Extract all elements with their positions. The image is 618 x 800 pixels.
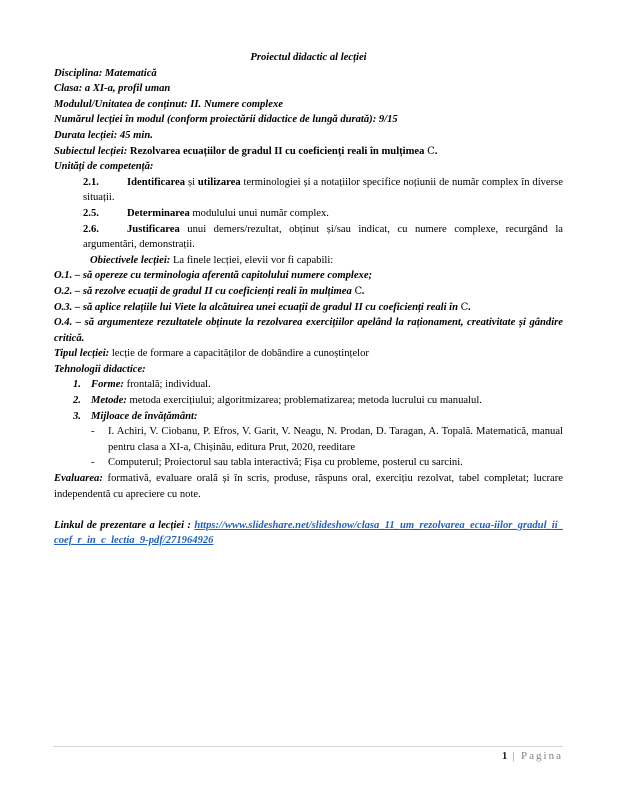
tipul-value: lecție de formare a capacităților de dobândire a cunoștințelor <box>109 348 369 360</box>
clasa-line: Clasa: a XI-a, profil uman <box>54 83 171 95</box>
tehnologii-label: Mijloace de învățământ: <box>91 410 198 422</box>
subiectul-label: Subiectul lecției: <box>54 145 128 157</box>
obiectiv-text: O.1. – să opereze cu terminologia aferentă capitolului numere complexe; <box>54 270 373 282</box>
competenta-verb: Justificarea <box>127 223 180 235</box>
tehnologii-item <box>54 409 563 425</box>
complex-set-symbol: C <box>427 145 435 157</box>
complex-set-symbol: C <box>460 301 469 313</box>
obiective-heading <box>54 253 563 269</box>
link-paragraph <box>54 518 563 549</box>
durata-label: Durata lecției <box>54 129 114 141</box>
spacer <box>54 502 563 518</box>
page-label: Pagina <box>521 750 563 762</box>
tipul-label: Tipul lecției: <box>54 348 110 360</box>
mijloace-item <box>54 424 563 455</box>
durata-value: : 45 min. <box>113 129 153 141</box>
tehnologii-value: metoda exercițiului; algoritmizarea; problematizarea; metoda lucrului cu manualul. <box>126 395 482 407</box>
tehnologii-item <box>54 393 563 409</box>
obiective-label: Obiectivele lecției: <box>90 254 171 266</box>
mijloace-text: Computerul; Proiectorul sau tabla interactivă; Fișa cu probleme, posterul cu sarcini. <box>108 457 463 469</box>
list-number: 2. <box>73 395 81 407</box>
competenta-verb: Identificarea <box>127 176 186 188</box>
unitati-competenta-heading: Unități de competență: <box>54 161 154 173</box>
mijloace-text: I. Achiri, V. Ciobanu, P. Efros, V. Garit, V. Neagu, N. Prodan, D. Taragan, A. Topală. Matematică, manual pentru clasa a XI-a, Chișinău, editura Prut, 2020, reeditare <box>108 426 563 453</box>
tehnologii-heading: Tehnologii didactice: <box>54 363 146 375</box>
tehnologii-label: Metode: <box>91 395 127 407</box>
evaluarea-paragraph <box>54 471 563 502</box>
competenta-item <box>54 206 563 222</box>
obiectiv-text: O.3. – să aplice relațiile lui Viete la alcătuirea unei ecuații de gradul II cu coeficienți reali în <box>54 301 461 313</box>
document-title: Proiectul didactic al lecției <box>250 52 367 63</box>
competenta-text: modulului unui număr complex. <box>189 207 329 219</box>
numarul-lectiei-line: Numărul lecției în modul (conform proiectării didactice de lungă durată): 9/15 <box>54 114 398 126</box>
obiectiv-item <box>54 268 563 284</box>
evaluarea-label: Evaluarea: <box>54 473 103 485</box>
page-number: 1 <box>501 750 508 762</box>
bullet-dash: - <box>91 426 95 438</box>
obiective-intro: La finele lecției, elevii vor fi capabili: <box>170 254 334 266</box>
competenta-number: 2.6. <box>83 223 99 235</box>
list-number: 1. <box>73 379 81 391</box>
subiectul-line <box>54 144 563 160</box>
disciplina-line: Disciplina: Matematică <box>54 67 157 79</box>
obiectiv-period: . <box>362 285 365 297</box>
competenta-item <box>54 175 563 206</box>
obiectiv-text: O.4. – să argumenteze rezultatele obținute la rezolvarea exercițiilor apelând la raționament, creativitate și gândire critică. <box>54 317 563 344</box>
obiectiv-period: . <box>468 301 471 313</box>
competenta-verb: Determinarea <box>127 207 190 219</box>
subiectul-value: Rezolvarea ecuațiilor de gradul II cu coeficienți reali în mulțimea <box>127 145 428 157</box>
footer-separator: | <box>507 750 522 762</box>
subiectul-period: . <box>434 145 438 157</box>
page-footer <box>502 750 563 762</box>
footer-rule <box>53 746 563 747</box>
competenta-text: unui demers/rezultat, obținut și/sau indicat, cu numere complexe, recurgând la argumentări, demonstrații. <box>83 223 563 251</box>
competenta-number: 2.5. <box>83 207 99 219</box>
mijloace-item <box>54 455 563 471</box>
modulul-line: Modulul/Unitatea de conținut: II. Numere complexe <box>54 98 283 110</box>
bullet-dash: - <box>91 457 95 469</box>
competenta-verb-2: utilizarea <box>197 176 241 188</box>
tehnologii-label: Forme: <box>91 379 124 391</box>
tipul-lectiei-line <box>54 346 563 362</box>
list-number: 3. <box>73 410 81 422</box>
link-label: Linkul de prezentare a lecției : <box>54 519 195 531</box>
obiectiv-item <box>54 315 563 346</box>
obiectiv-item <box>54 284 563 300</box>
durata-line <box>54 128 563 144</box>
presentation-link[interactable]: https://www.slideshare.net/slideshow/clasa_11_um_rezolvarea_ecua-iilor_gradul_ii_coef_r_in_c_lectia_9-pdf/271964926 <box>54 519 563 547</box>
competenta-item <box>54 222 563 253</box>
obiectiv-text: O.2. – să rezolve ecuații de gradul II cu coeficienți reali în mulțimea <box>54 285 355 297</box>
evaluarea-value: formativă, evaluare orală și în scris, produse, răspuns oral, exercițiu rezolvat, tabel completat; lucrare independentă cu apreciere cu note. <box>54 473 563 500</box>
document-body <box>54 50 563 549</box>
competenta-number: 2.1. <box>83 176 99 188</box>
competenta-conj: și <box>185 176 198 188</box>
tehnologii-value: frontală; individual. <box>123 379 211 391</box>
competenta-text: terminologiei și a notațiilor specifice noțiunii de număr complex în diverse situații. <box>83 176 563 204</box>
tehnologii-item <box>54 377 563 393</box>
complex-set-symbol: C <box>354 285 363 297</box>
obiectiv-item <box>54 300 563 316</box>
